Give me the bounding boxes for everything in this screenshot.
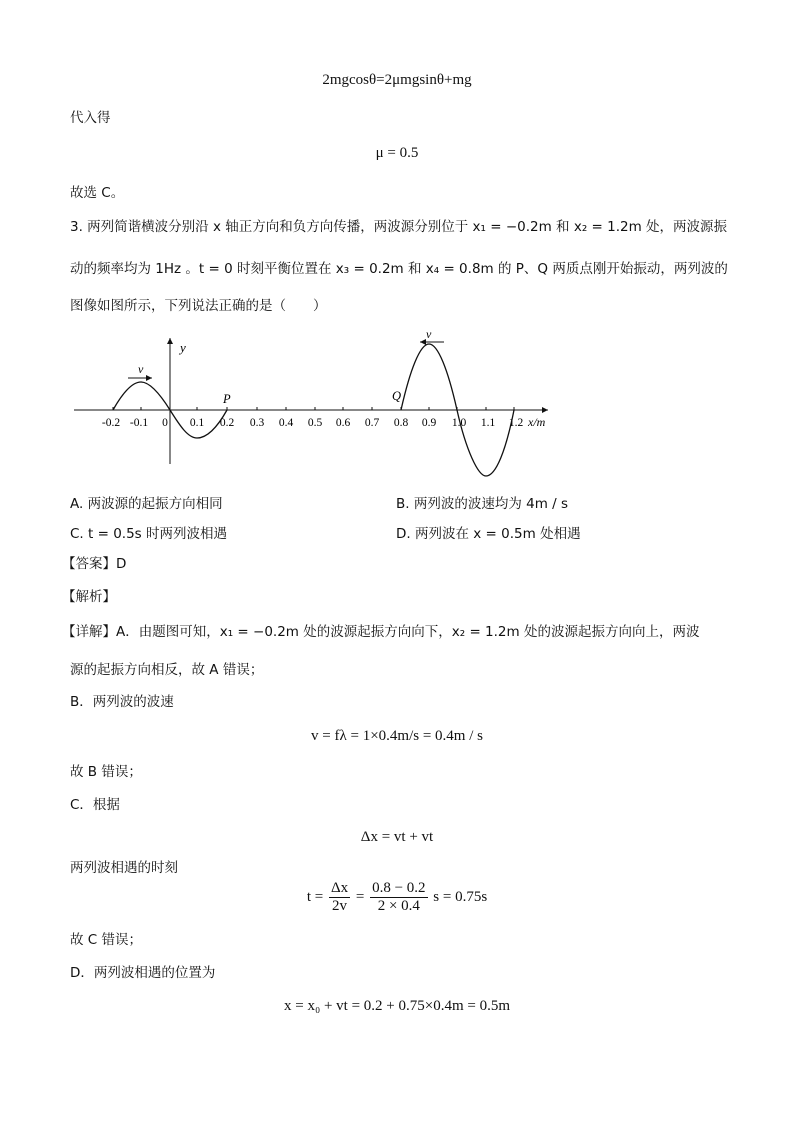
eq-equals: = bbox=[355, 888, 365, 905]
equation-meeting-time bbox=[0, 880, 794, 915]
fraction-dx-2v: $\frac{\Delta x}{2v}$ bbox=[330, 880, 349, 914]
analysis-label: 【解析】 bbox=[62, 589, 116, 605]
option-c: C. t = 0.5s 时两列波相遇 bbox=[70, 526, 227, 542]
tick-0.8: 0.8 bbox=[393, 417, 409, 429]
option-d: D. 两列波在 x = 0.5m 处相遇 bbox=[396, 526, 581, 542]
detail-b-wrong: 故 B 错误； bbox=[70, 764, 142, 780]
detail-d-head: D．两列波相遇的位置为 bbox=[70, 965, 216, 981]
left-velocity-label: v bbox=[138, 362, 144, 376]
tick-1.0: 1.0 bbox=[451, 417, 467, 429]
tick-0: 0 bbox=[162, 417, 168, 429]
eq-t-lhs: t = bbox=[306, 888, 324, 905]
point-p-label: P bbox=[223, 392, 231, 406]
detail-b-head: B．两列波的波速 bbox=[70, 694, 174, 710]
tick--0.2: -0.2 bbox=[101, 417, 121, 429]
tick-1.1: 1.1 bbox=[480, 417, 496, 429]
y-axis-label: y bbox=[180, 340, 186, 355]
tick-0.4: 0.4 bbox=[278, 417, 294, 429]
fraction-values: $\frac{0.8 - 0.2}{2 \times 0.4}$ bbox=[372, 880, 426, 914]
tick-0.9: 0.9 bbox=[421, 417, 437, 429]
tick-0.6: 0.6 bbox=[335, 417, 351, 429]
text-choose-c: 故选 C。 bbox=[70, 185, 125, 201]
equation-delta-x: Δx = vt + vt bbox=[360, 829, 434, 845]
option-a: A. 两波源的起振方向相同 bbox=[70, 496, 223, 512]
equation-meeting-position: x = x₀ + vt = 0.2 + 0.75×0.4m = 0.5m bbox=[284, 998, 510, 1014]
text-substitute: 代入得 bbox=[70, 110, 111, 126]
equation-force-balance: 2mgcosθ=2μmgsinθ+mg bbox=[322, 72, 472, 88]
question-line-2: 动的频率均为 1Hz 。t = 0 时刻平衡位置在 x₃ = 0.2m 和 x₄ = 0.8m 的 P、Q 两质点刚开始振动，两列波的 bbox=[70, 261, 728, 277]
question-line-3: 图像如图所示，下列说法正确的是（ ） bbox=[70, 298, 327, 314]
tick-0.3: 0.3 bbox=[249, 417, 265, 429]
x-axis-label: x/m bbox=[528, 415, 546, 429]
tick-0.1: 0.1 bbox=[189, 417, 205, 429]
tick--0.1: -0.1 bbox=[129, 417, 149, 429]
equation-mu: μ = 0.5 bbox=[375, 145, 419, 161]
tick-1.2: 1.2 bbox=[508, 417, 524, 429]
detail-c-meet: 两列波相遇的时刻 bbox=[70, 860, 178, 876]
eq-t-result: s = 0.75s bbox=[433, 888, 488, 905]
tick-0.5: 0.5 bbox=[307, 417, 323, 429]
option-b: B. 两列波的波速均为 4m / s bbox=[396, 496, 569, 512]
detail-line-1: 【详解】A．由题图可知，x₁ = −0.2m 处的波源起振方向向下，x₂ = 1.2m 处的波源起振方向向上，两波 bbox=[62, 624, 700, 640]
answer-label: 【答案】D bbox=[62, 556, 127, 572]
tick-0.7: 0.7 bbox=[364, 417, 380, 429]
detail-c-wrong: 故 C 错误； bbox=[70, 932, 143, 948]
question-line-1: 3. 两列简谐横波分别沿 x 轴正方向和负方向传播，两波源分别位于 x₁ = −0.2m 和 x₂ = 1.2m 处，两波源振 bbox=[70, 219, 728, 235]
tick-0.2: 0.2 bbox=[219, 417, 235, 429]
detail-c-head: C．根据 bbox=[70, 797, 120, 813]
equation-wave-speed: v = fλ = 1×0.4m/s = 0.4m / s bbox=[311, 728, 483, 744]
detail-line-2: 源的起振方向相反，故 A 错误； bbox=[70, 662, 264, 678]
wave-figure bbox=[70, 330, 560, 490]
point-q-label: Q bbox=[392, 389, 402, 403]
right-velocity-label: v bbox=[426, 330, 432, 341]
